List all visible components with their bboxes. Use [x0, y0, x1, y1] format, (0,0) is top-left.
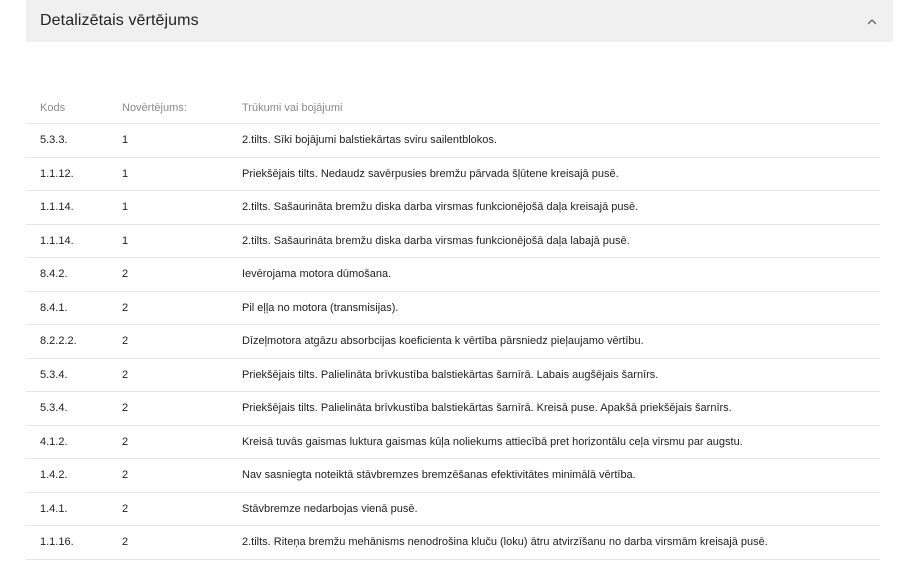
- row-description: Dīzeļmotora atgāzu absorbcijas koeficienta k vērtība pārsniedz pieļaujamo vērtību.: [242, 335, 644, 348]
- row-score: 2: [122, 469, 129, 482]
- detailed-assessment-header[interactable]: [26, 0, 893, 42]
- table-row: [26, 292, 880, 326]
- header-code: Kods: [40, 101, 66, 114]
- table-row: [26, 359, 880, 393]
- table-row: [26, 493, 880, 527]
- row-score: 2: [122, 435, 129, 448]
- row-code: 1.4.1.: [40, 502, 68, 515]
- header-score: Novērtējums:: [122, 101, 187, 114]
- row-description: Priekšējais tilts. Palielināta brīvkustība balstiekārtas šarnīrā. Labais augšējais šarnīrs.: [242, 368, 659, 381]
- panel-title: Detalizētais vērtējums: [40, 12, 199, 29]
- table-row: [26, 392, 880, 426]
- row-score: 2: [122, 402, 129, 415]
- assessment-table: [26, 92, 880, 560]
- row-score: 2: [122, 301, 129, 314]
- row-code: 1.1.14.: [40, 201, 74, 214]
- row-description: Priekšējais tilts. Palielināta brīvkustība balstiekārtas šarnīrā. Kreisā puse. Apakšā priekšējais šarnīrs.: [242, 402, 732, 415]
- table-row: [26, 459, 880, 493]
- row-description: 2.tilts. Riteņa bremžu mehānisms nenodrošina kluču (loku) ātru atvirzīšanu no darba virsmām kreisajā pusē.: [242, 536, 768, 549]
- row-description: 2.tilts. Sašaurināta bremžu diska darba virsmas funkcionējošā daļa labajā pusē.: [242, 234, 630, 247]
- table-row: [26, 225, 880, 259]
- row-code: 1.1.14.: [40, 234, 74, 247]
- row-score: 2: [122, 502, 129, 515]
- row-description: 2.tilts. Sašaurināta bremžu diska darba virsmas funkcionējošā daļa kreisajā pusē.: [242, 201, 639, 214]
- row-code: 4.1.2.: [40, 435, 68, 448]
- row-code: 5.3.4.: [40, 402, 68, 415]
- row-code: 1.1.16.: [40, 536, 74, 549]
- table-body: [26, 124, 880, 560]
- row-code: 8.2.2.2.: [40, 335, 77, 348]
- table-row: [26, 426, 880, 460]
- row-code: 1.1.12.: [40, 167, 74, 180]
- row-code: 5.3.3.: [40, 134, 68, 147]
- row-description: 2.tilts. Sīki bojājumi balstiekārtas sviru sailentblokos.: [242, 134, 497, 147]
- row-score: 1: [122, 201, 129, 214]
- row-description: Pil eļļa no motora (transmisijas).: [242, 301, 399, 314]
- row-score: 1: [122, 167, 129, 180]
- row-code: 5.3.4.: [40, 368, 68, 381]
- table-header-row: [26, 92, 880, 124]
- row-score: 2: [122, 368, 129, 381]
- row-code: 8.4.2.: [40, 268, 68, 281]
- row-score: 1: [122, 134, 129, 147]
- table-row: [26, 258, 880, 292]
- row-description: Stāvbremze nedarbojas vienā pusē.: [242, 502, 418, 515]
- row-score: 2: [122, 536, 129, 549]
- table-row: [26, 325, 880, 359]
- row-score: 2: [122, 335, 129, 348]
- row-description: Ievērojama motora dūmošana.: [242, 268, 392, 281]
- row-description: Priekšējais tilts. Nedaudz savērpusies bremžu pārvada šļūtene kreisajā pusē.: [242, 167, 619, 180]
- chevron-up-icon[interactable]: [865, 14, 879, 28]
- row-score: 2: [122, 268, 129, 281]
- row-code: 1.4.2.: [40, 469, 68, 482]
- row-description: Kreisā tuvās gaismas luktura gaismas kūļa noliekums attiecībā pret horizontālu ceļa virsmu par augstu.: [242, 435, 743, 448]
- row-score: 1: [122, 234, 129, 247]
- row-code: 8.4.1.: [40, 301, 68, 314]
- table-row: [26, 191, 880, 225]
- header-description: Trūkumi vai bojājumi: [242, 101, 343, 114]
- table-row: [26, 124, 880, 158]
- row-description: Nav sasniegta noteiktā stāvbremzes bremzēšanas efektivitātes minimālā vērtība.: [242, 469, 636, 482]
- table-row: [26, 526, 880, 560]
- table-row: [26, 158, 880, 192]
